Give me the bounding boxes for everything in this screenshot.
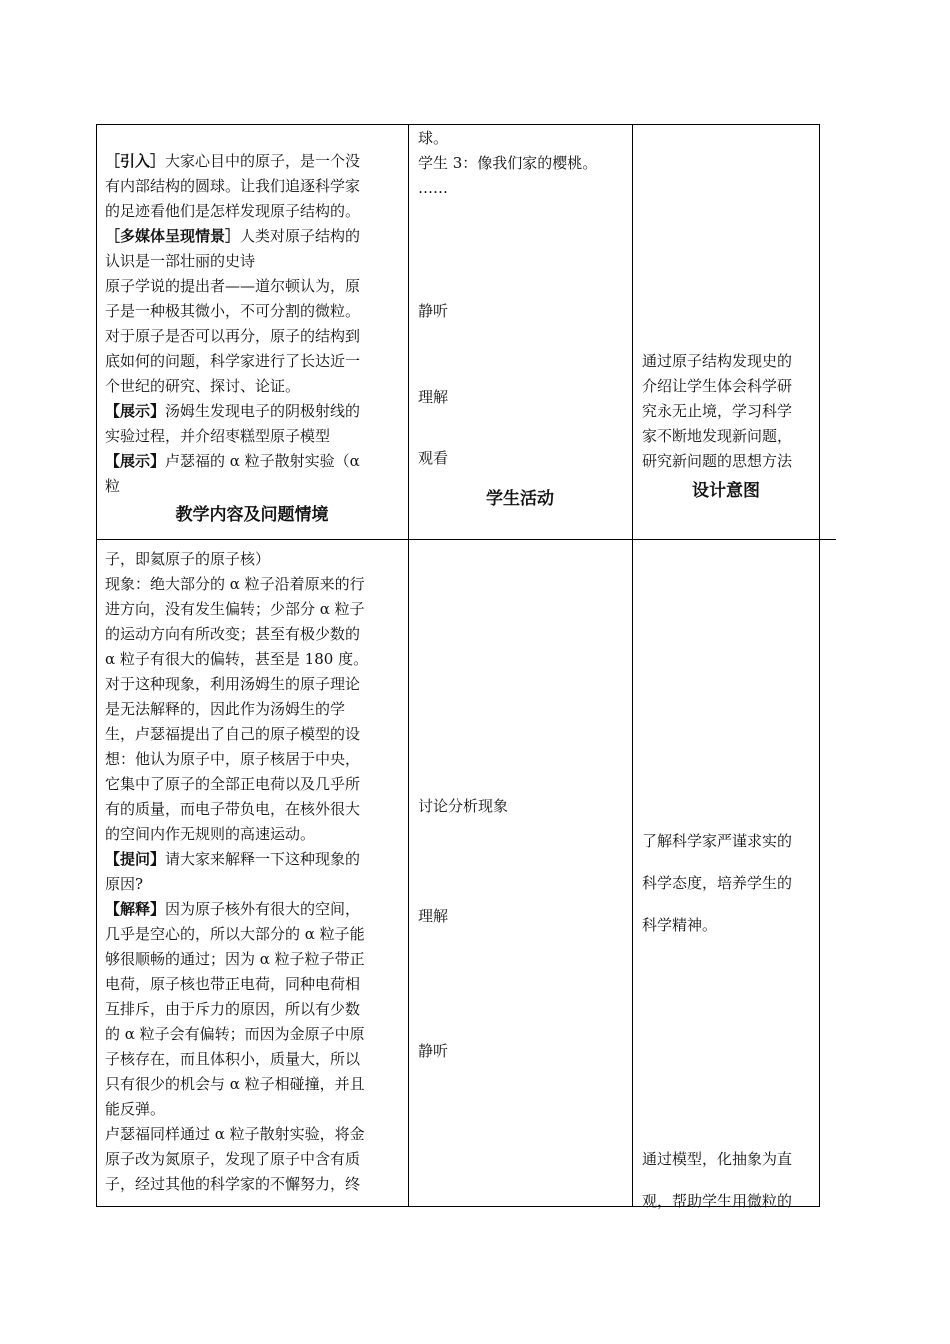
content-line: 实验过程，并介绍枣糕型原子模型 [105,427,331,445]
header-design: 设计意图 [692,481,760,501]
content-line: 原因? [105,875,144,893]
section-tag: 【解释】 [105,900,166,918]
student-line: 学生 3：像我们家的樱桃。 [418,154,598,172]
section1-student-watch: 观看 [418,449,449,467]
content-line [105,224,405,249]
tag-text: 大家心目中的原子，是一个没 [165,152,361,170]
section2-design-block2 [642,1138,817,1222]
student-line: 球。 [418,129,449,147]
content-line: 想：他认为原子中，原子核居于中央， [105,750,361,768]
content-line: 卢瑟福同样通过 α 粒子散射实验，将金 [105,1125,365,1143]
content-line: 子，即氦原子的原子核） [105,550,271,568]
content-line: 的空间内作无规则的高速运动。 [105,825,316,843]
section1-student-listen: 静听 [418,302,449,320]
content-line: 子，经过其他的科学家的不懈努力，终 [105,1175,361,1193]
table-middle-border [96,539,836,540]
design-line: 介绍让学生体会科学研 [642,377,793,395]
content-line: 进方向，没有发生偏转；少部分 α 粒子 [105,600,365,618]
content-line: 互排斥，由于斥力的原因，所以有少数 [105,1000,361,1018]
column-divider-1 [408,124,409,1207]
tag-text: 请大家来解释一下这种现象的 [165,850,361,868]
table-left-border [96,124,97,1207]
section2-content-cell [105,547,405,1197]
section-tag: 【展示】 [105,402,166,420]
content-line [105,149,405,174]
design-line: 科学态度，培养学生的 [642,874,793,892]
tag-text: 因为原子核外有很大的空间， [165,900,361,918]
content-line: 的足迹看他们是怎样发现原子结构的。 [105,202,361,220]
content-line [105,897,405,922]
header-student: 学生活动 [486,489,554,509]
tag-text: 卢瑟福的 α 粒子散射实验（α [165,452,360,470]
design-line: 科学精神。 [642,916,718,934]
content-line [105,847,405,872]
content-line: 够很顺畅的通过；因为 α 粒子粒子带正 [105,950,365,968]
content-line: 几乎是空心的，所以大部分的 α 粒子能 [105,925,365,943]
content-line: 认识是一部壮丽的史诗 [105,252,256,270]
design-line: 通过模型，化抽象为直 [642,1150,793,1168]
table-top-border [96,124,820,125]
section-tag: ［多媒体呈现情景］ [105,227,241,245]
design-line: 究永无止境，学习科学 [642,402,793,420]
content-line: 能反弹。 [105,1100,166,1118]
content-line: 它集中了原子的全部正电荷以及几乎所 [105,775,361,793]
header-content: 教学内容及问题情境 [175,505,329,525]
content-line: 的 α 粒子会有偏转；而因为金原子中原 [105,1025,365,1043]
content-line: 个世纪的研究、探讨、论证。 [105,377,301,395]
section1-design-cell [642,349,817,474]
content-line: 原子改为氮原子，发现了原子中含有质 [105,1150,361,1168]
content-line: 原子学说的提出者——道尔顿认为，原 [105,277,361,295]
content-line: 粒 [105,477,121,495]
section-tag: ［引入］ [105,152,166,170]
content-line [105,399,405,424]
design-line: 了解科学家严谨求实的 [642,832,793,850]
content-line: 电荷，原子核也带正电荷，同种电荷相 [105,975,361,993]
content-line: 对于原子是否可以再分，原子的结构到 [105,327,361,345]
content-line: 有的质量，而电子带负电，在核外很大 [105,800,361,818]
design-line: 观，帮助学生用微粒的 [642,1192,793,1210]
content-line: 子核存在，而且体积小，质量大，所以 [105,1050,361,1068]
section1-content-cell [105,149,405,499]
section1-student-top [418,126,628,201]
student-line: …… [418,179,448,197]
section-tag: 【展示】 [105,452,166,470]
content-line: 是无法解释的，因此作为汤姆生的学 [105,700,346,718]
design-line: 通过原子结构发现史的 [642,352,793,370]
content-line: 子是一种极其微小，不可分割的微粒。 [105,302,361,320]
section-tag: 【提问】 [105,850,166,868]
content-line: 只有很少的机会与 α 粒子相碰撞，并且 [105,1075,365,1093]
section2-student-discuss: 讨论分析现象 [418,797,509,815]
content-line [105,449,405,474]
tag-text: 人类对原子结构的 [240,227,361,245]
section2-design-block1 [642,820,817,946]
content-line: 底如何的问题，科学家进行了长达近一 [105,352,361,370]
content-line: α 粒子有很大的偏转，甚至是 180 度。 [105,650,369,668]
section1-student-understand: 理解 [418,388,449,406]
table-right-border [819,124,820,1207]
design-line: 家不断地发现新问题， [642,427,793,445]
content-line: 对于这种现象，利用汤姆生的原子理论 [105,675,361,693]
column-divider-2 [632,124,633,1207]
tag-text: 汤姆生发现电子的阴极射线的 [165,402,361,420]
content-line: 的运动方向有所改变；甚至有极少数的 [105,625,361,643]
content-line: 生，卢瑟福提出了自己的原子模型的设 [105,725,361,743]
content-line: 现象：绝大部分的 α 粒子沿着原来的行 [105,575,365,593]
section2-student-understand: 理解 [418,907,449,925]
section2-student-listen: 静听 [418,1042,449,1060]
design-line: 研究新问题的思想方法 [642,452,793,470]
content-line: 有内部结构的圆球。让我们追逐科学家 [105,177,361,195]
